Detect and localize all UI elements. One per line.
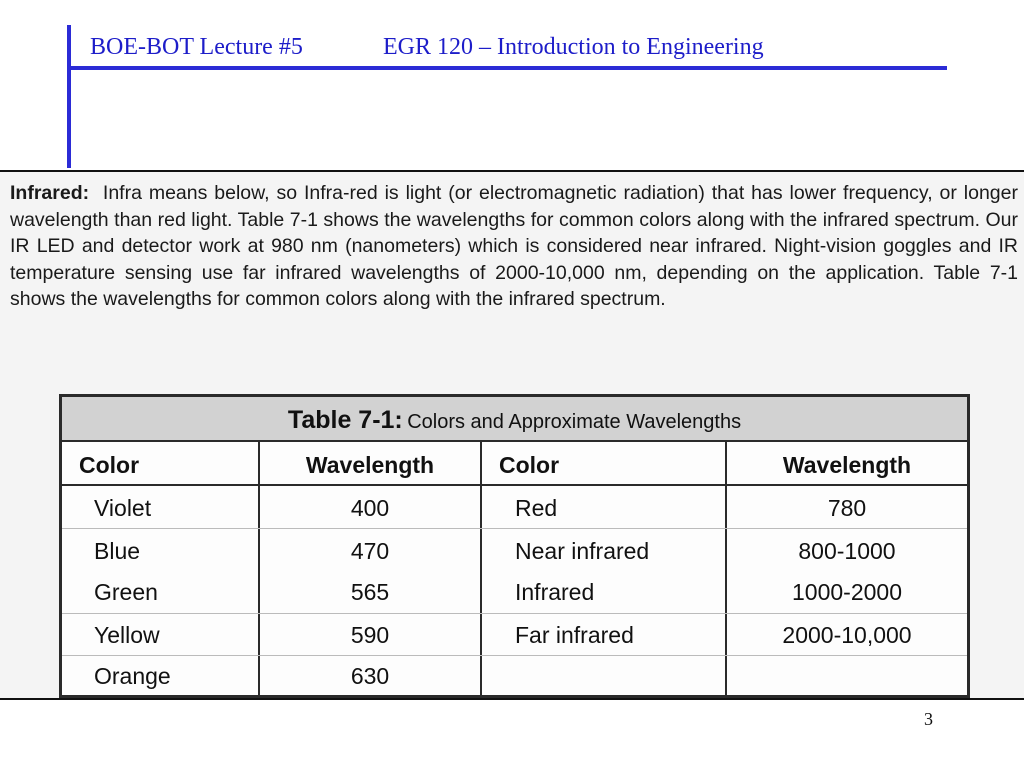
table-cell: Yellow [94, 622, 160, 648]
row-divider [62, 528, 967, 529]
table-cell: 800-1000 [798, 538, 896, 564]
table-cell: 1000-2000 [792, 579, 902, 605]
table-cell: 565 [350, 579, 390, 605]
table-caption-label: Table 7-1: [287, 406, 403, 434]
table-cell: 470 [350, 538, 390, 564]
table-cell: Blue [94, 538, 141, 564]
table-cell: 400 [350, 495, 390, 521]
header-color-1: Color [79, 452, 140, 478]
header-wavelength-1: Wavelength [305, 452, 435, 478]
table-cell: 2000-10,000 [782, 622, 912, 648]
content-panel [0, 170, 1024, 700]
course-title: EGR 120 – Introduction to Engineering [383, 34, 764, 60]
col-divider-2 [480, 442, 482, 698]
wavelength-table [59, 394, 970, 698]
table-cell: 630 [350, 663, 390, 689]
page-number: 3 [924, 709, 933, 729]
table-cell: 780 [827, 495, 867, 521]
table-cell: Infrared [515, 579, 595, 605]
table-cell: Orange [94, 663, 171, 689]
header-divider [62, 484, 967, 486]
paragraph-text: Infra means below, so Infra-red is light (or electromagnetic radiation) that has lower frequency, or longer wavelength than red light. Table 7-1 shows the wavelengths for common colors along with the infrared spectrum. Our IR LED and detector work at 980 nm (nanometers) which is considered near infrared. Night-vision goggles and IR temperature sensing use far infrared wavelengths of 2000-10,000 nm, depending on the application. Table 7-1 shows the wavelengths for common colors along with the infrared spectrum. [10, 182, 1018, 310]
paragraph-lead: Infrared: [10, 182, 90, 204]
header-color-2: Color [499, 452, 560, 478]
table-cell: Green [94, 579, 158, 605]
header-wavelength-2: Wavelength [782, 452, 912, 478]
table-cell: Near infrared [515, 538, 650, 564]
header-vertical-rule [67, 25, 71, 168]
table-caption [62, 397, 967, 442]
table-cell [727, 655, 967, 697]
infrared-paragraph [10, 180, 1018, 313]
lecture-title: BOE-BOT Lecture #5 [90, 34, 303, 60]
table-cell: Violet [94, 495, 152, 521]
table-cell: Red [515, 495, 558, 521]
table-cell: 590 [350, 622, 390, 648]
table-cell: Far infrared [515, 622, 634, 648]
table-caption-text: Colors and Approximate Wavelengths [407, 411, 742, 433]
header-horizontal-rule [67, 66, 947, 70]
